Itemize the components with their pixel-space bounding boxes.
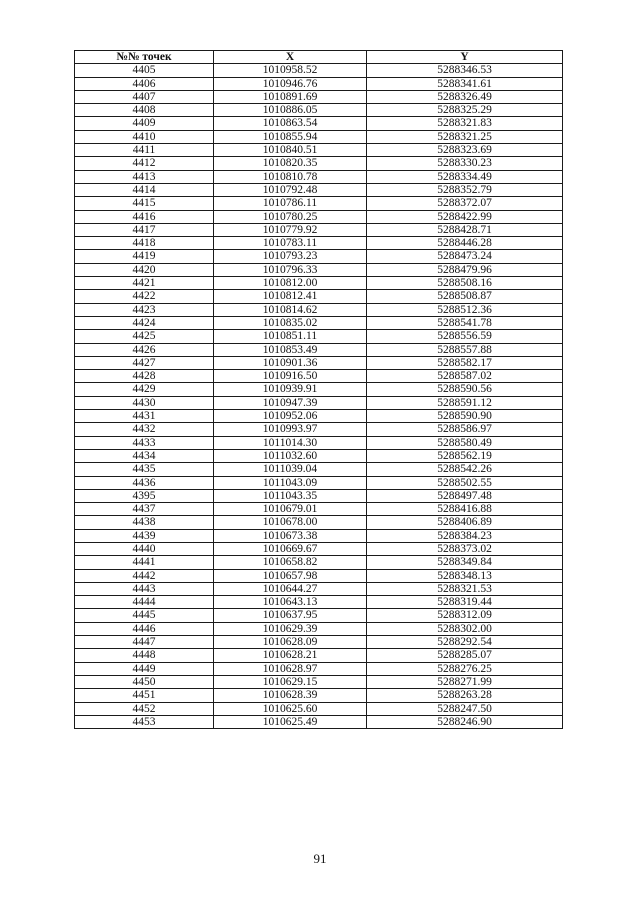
cell-y: 5288247.50 — [367, 702, 563, 715]
cell-x: 1010628.97 — [214, 662, 367, 675]
cell-x: 1010853.49 — [214, 343, 367, 356]
page-number: 91 — [313, 851, 327, 866]
table-row — [75, 183, 563, 196]
cell-x: 1010793.23 — [214, 250, 367, 263]
cell-x: 1010947.39 — [214, 396, 367, 409]
table-row — [75, 436, 563, 449]
cell-point-number: 4441 — [75, 556, 214, 569]
cell-y: 5288323.69 — [367, 144, 563, 157]
cell-point-number: 4419 — [75, 250, 214, 263]
cell-point-number: 4437 — [75, 503, 214, 516]
cell-x: 1010628.09 — [214, 636, 367, 649]
cell-x: 1010673.38 — [214, 529, 367, 542]
table-row — [75, 489, 563, 502]
table-row — [75, 370, 563, 383]
cell-x: 1010958.52 — [214, 64, 367, 77]
table-row — [75, 383, 563, 396]
table-row — [75, 77, 563, 90]
cell-point-number: 4416 — [75, 210, 214, 223]
cell-x: 1010679.01 — [214, 503, 367, 516]
table-row — [75, 503, 563, 516]
cell-x: 1010625.60 — [214, 702, 367, 715]
cell-y: 5288321.25 — [367, 130, 563, 143]
cell-point-number: 4451 — [75, 689, 214, 702]
table-row — [75, 702, 563, 715]
cell-x: 1010637.95 — [214, 609, 367, 622]
cell-x: 1010783.11 — [214, 237, 367, 250]
table-header-row — [75, 51, 563, 64]
cell-y: 5288416.88 — [367, 503, 563, 516]
cell-point-number: 4443 — [75, 582, 214, 595]
cell-y: 5288508.87 — [367, 290, 563, 303]
cell-y: 5288384.23 — [367, 529, 563, 542]
cell-y: 5288502.55 — [367, 476, 563, 489]
table-row — [75, 423, 563, 436]
cell-point-number: 4453 — [75, 715, 214, 728]
cell-y: 5288557.88 — [367, 343, 563, 356]
cell-x: 1011039.04 — [214, 463, 367, 476]
table-row — [75, 636, 563, 649]
cell-x: 1010628.39 — [214, 689, 367, 702]
cell-x: 1010628.21 — [214, 649, 367, 662]
cell-x: 1010886.05 — [214, 104, 367, 117]
table-row — [75, 542, 563, 555]
cell-point-number: 4426 — [75, 343, 214, 356]
cell-y: 5288348.13 — [367, 569, 563, 582]
cell-point-number: 4438 — [75, 516, 214, 529]
cell-y: 5288319.44 — [367, 596, 563, 609]
cell-point-number: 4405 — [75, 64, 214, 77]
cell-y: 5288246.90 — [367, 715, 563, 728]
cell-y: 5288541.78 — [367, 316, 563, 329]
table-row — [75, 649, 563, 662]
cell-point-number: 4433 — [75, 436, 214, 449]
table-row — [75, 556, 563, 569]
cell-y: 5288473.24 — [367, 250, 563, 263]
coordinates-table — [74, 50, 563, 729]
cell-x: 1010891.69 — [214, 90, 367, 103]
cell-x: 1010779.92 — [214, 223, 367, 236]
cell-point-number: 4415 — [75, 197, 214, 210]
cell-y: 5288428.71 — [367, 223, 563, 236]
cell-point-number: 4409 — [75, 117, 214, 130]
cell-x: 1010812.00 — [214, 277, 367, 290]
cell-x: 1010840.51 — [214, 144, 367, 157]
cell-y: 5288590.56 — [367, 383, 563, 396]
table-row — [75, 303, 563, 316]
header-point-number: №№ точек — [75, 51, 214, 64]
cell-x: 1010625.49 — [214, 715, 367, 728]
table-row — [75, 449, 563, 462]
table-body — [75, 64, 563, 729]
cell-point-number: 4427 — [75, 356, 214, 369]
cell-point-number: 4452 — [75, 702, 214, 715]
cell-y: 5288512.36 — [367, 303, 563, 316]
cell-point-number: 4432 — [75, 423, 214, 436]
cell-x: 1010796.33 — [214, 263, 367, 276]
cell-x: 1010993.97 — [214, 423, 367, 436]
cell-y: 5288321.83 — [367, 117, 563, 130]
table-row — [75, 569, 563, 582]
cell-x: 1010792.48 — [214, 183, 367, 196]
cell-y: 5288372.07 — [367, 197, 563, 210]
cell-y: 5288580.49 — [367, 436, 563, 449]
cell-x: 1010629.15 — [214, 675, 367, 688]
cell-point-number: 4422 — [75, 290, 214, 303]
cell-point-number: 4412 — [75, 157, 214, 170]
cell-x: 1010812.41 — [214, 290, 367, 303]
table-row — [75, 463, 563, 476]
cell-x: 1010855.94 — [214, 130, 367, 143]
cell-y: 5288591.12 — [367, 396, 563, 409]
cell-point-number: 4435 — [75, 463, 214, 476]
table-row — [75, 290, 563, 303]
cell-x: 1010810.78 — [214, 170, 367, 183]
cell-x: 1011032.60 — [214, 449, 367, 462]
cell-y: 5288479.96 — [367, 263, 563, 276]
cell-y: 5288508.16 — [367, 277, 563, 290]
cell-point-number: 4413 — [75, 170, 214, 183]
cell-y: 5288556.59 — [367, 330, 563, 343]
cell-x: 1010939.91 — [214, 383, 367, 396]
cell-y: 5288349.84 — [367, 556, 563, 569]
cell-y: 5288422.99 — [367, 210, 563, 223]
cell-point-number: 4442 — [75, 569, 214, 582]
cell-x: 1010863.54 — [214, 117, 367, 130]
cell-point-number: 4406 — [75, 77, 214, 90]
cell-y: 5288590.90 — [367, 410, 563, 423]
table-row — [75, 609, 563, 622]
cell-y: 5288334.49 — [367, 170, 563, 183]
table-row — [75, 197, 563, 210]
cell-x: 1010780.25 — [214, 210, 367, 223]
cell-point-number: 4445 — [75, 609, 214, 622]
table-row — [75, 90, 563, 103]
cell-y: 5288263.28 — [367, 689, 563, 702]
cell-x: 1011043.09 — [214, 476, 367, 489]
cell-x: 1010851.11 — [214, 330, 367, 343]
cell-x: 1010946.76 — [214, 77, 367, 90]
cell-y: 5288330.23 — [367, 157, 563, 170]
cell-x: 1011014.30 — [214, 436, 367, 449]
cell-point-number: 4431 — [75, 410, 214, 423]
cell-x: 1010669.67 — [214, 542, 367, 555]
table-row — [75, 715, 563, 728]
table-row — [75, 263, 563, 276]
cell-y: 5288542.26 — [367, 463, 563, 476]
table-row — [75, 343, 563, 356]
cell-y: 5288373.02 — [367, 542, 563, 555]
cell-y: 5288562.19 — [367, 449, 563, 462]
cell-x: 1010657.98 — [214, 569, 367, 582]
cell-point-number: 4411 — [75, 144, 214, 157]
table-row — [75, 476, 563, 489]
table-row — [75, 356, 563, 369]
cell-x: 1010643.13 — [214, 596, 367, 609]
cell-y: 5288312.09 — [367, 609, 563, 622]
cell-y: 5288587.02 — [367, 370, 563, 383]
cell-point-number: 4423 — [75, 303, 214, 316]
cell-point-number: 4408 — [75, 104, 214, 117]
table-row — [75, 675, 563, 688]
cell-x: 1011043.35 — [214, 489, 367, 502]
cell-point-number: 4439 — [75, 529, 214, 542]
cell-point-number: 4450 — [75, 675, 214, 688]
cell-point-number: 4447 — [75, 636, 214, 649]
cell-point-number: 4428 — [75, 370, 214, 383]
header-y: Y — [367, 51, 563, 64]
cell-point-number: 4395 — [75, 489, 214, 502]
table-row — [75, 330, 563, 343]
cell-point-number: 4420 — [75, 263, 214, 276]
cell-point-number: 4418 — [75, 237, 214, 250]
table-row — [75, 250, 563, 263]
cell-y: 5288497.48 — [367, 489, 563, 502]
header-x: X — [214, 51, 367, 64]
table-row — [75, 210, 563, 223]
cell-point-number: 4448 — [75, 649, 214, 662]
cell-point-number: 4417 — [75, 223, 214, 236]
cell-y: 5288292.54 — [367, 636, 563, 649]
cell-point-number: 4440 — [75, 542, 214, 555]
cell-y: 5288586.97 — [367, 423, 563, 436]
table-row — [75, 529, 563, 542]
table-row — [75, 622, 563, 635]
cell-y: 5288325.29 — [367, 104, 563, 117]
cell-y: 5288321.53 — [367, 582, 563, 595]
cell-y: 5288285.07 — [367, 649, 563, 662]
cell-x: 1010814.62 — [214, 303, 367, 316]
table-row — [75, 689, 563, 702]
cell-point-number: 4446 — [75, 622, 214, 635]
cell-x: 1010644.27 — [214, 582, 367, 595]
cell-point-number: 4407 — [75, 90, 214, 103]
table-row — [75, 396, 563, 409]
cell-x: 1010658.82 — [214, 556, 367, 569]
cell-point-number: 4449 — [75, 662, 214, 675]
table-row — [75, 516, 563, 529]
cell-point-number: 4444 — [75, 596, 214, 609]
table-row — [75, 316, 563, 329]
table-row — [75, 130, 563, 143]
table-row — [75, 277, 563, 290]
table-row — [75, 144, 563, 157]
cell-y: 5288302.00 — [367, 622, 563, 635]
cell-y: 5288276.25 — [367, 662, 563, 675]
table-row — [75, 117, 563, 130]
cell-y: 5288341.61 — [367, 77, 563, 90]
cell-point-number: 4414 — [75, 183, 214, 196]
cell-x: 1010835.02 — [214, 316, 367, 329]
cell-point-number: 4410 — [75, 130, 214, 143]
cell-x: 1010916.50 — [214, 370, 367, 383]
table-row — [75, 104, 563, 117]
cell-point-number: 4421 — [75, 277, 214, 290]
cell-x: 1010952.06 — [214, 410, 367, 423]
cell-x: 1010678.00 — [214, 516, 367, 529]
cell-x: 1010820.35 — [214, 157, 367, 170]
cell-y: 5288326.49 — [367, 90, 563, 103]
table-row — [75, 223, 563, 236]
cell-y: 5288346.53 — [367, 64, 563, 77]
table-row — [75, 596, 563, 609]
table-row — [75, 662, 563, 675]
cell-x: 1010629.39 — [214, 622, 367, 635]
table-row — [75, 64, 563, 77]
cell-y: 5288582.17 — [367, 356, 563, 369]
cell-y: 5288271.99 — [367, 675, 563, 688]
cell-point-number: 4436 — [75, 476, 214, 489]
cell-x: 1010786.11 — [214, 197, 367, 210]
table-row — [75, 157, 563, 170]
table-row — [75, 237, 563, 250]
cell-point-number: 4429 — [75, 383, 214, 396]
cell-point-number: 4424 — [75, 316, 214, 329]
cell-point-number: 4425 — [75, 330, 214, 343]
cell-point-number: 4434 — [75, 449, 214, 462]
cell-point-number: 4430 — [75, 396, 214, 409]
table-row — [75, 170, 563, 183]
cell-y: 5288406.89 — [367, 516, 563, 529]
table-row — [75, 582, 563, 595]
cell-y: 5288446.28 — [367, 237, 563, 250]
table-row — [75, 410, 563, 423]
cell-y: 5288352.79 — [367, 183, 563, 196]
cell-x: 1010901.36 — [214, 356, 367, 369]
